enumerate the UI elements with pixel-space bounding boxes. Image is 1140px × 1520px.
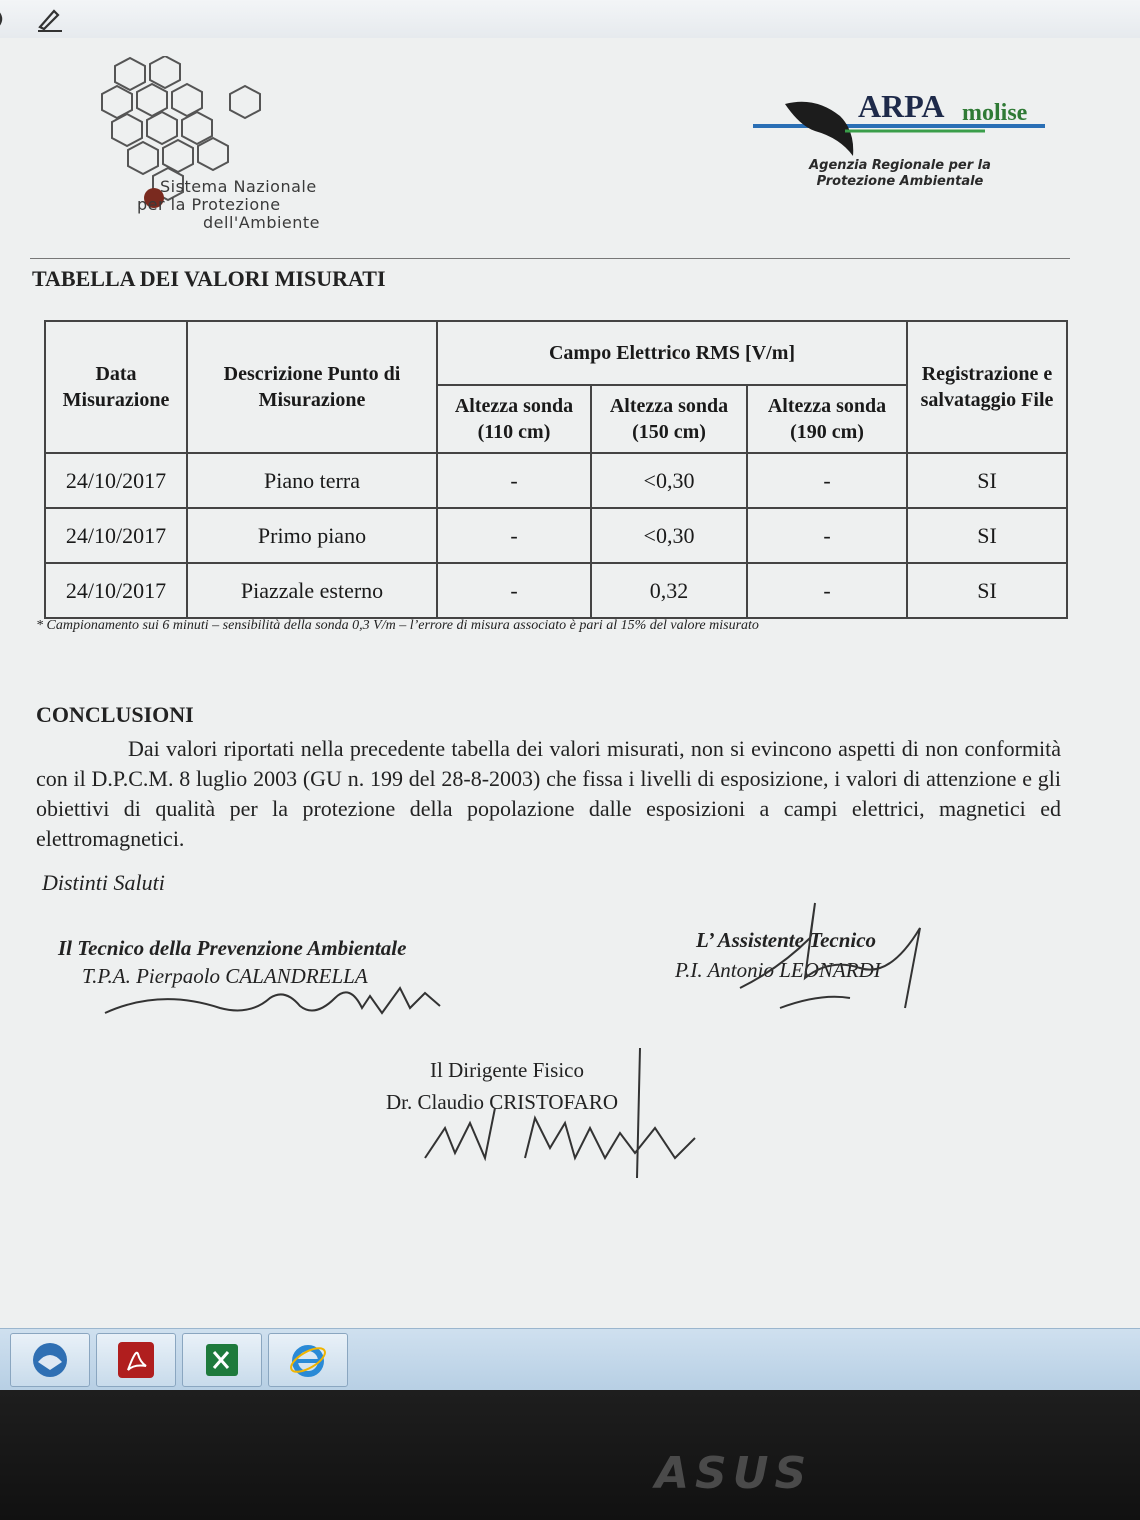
taskbar-internet-explorer[interactable] <box>268 1333 348 1387</box>
taskbar-excel[interactable] <box>182 1333 262 1387</box>
cell-h190: - <box>747 563 907 618</box>
table-row <box>45 563 1067 618</box>
header-field-group: Campo Elettrico RMS [V/m] <box>437 321 907 385</box>
excel-icon <box>202 1340 242 1380</box>
header-registration: Registrazione e salvataggio File <box>907 321 1067 453</box>
cell-h190: - <box>747 508 907 563</box>
taskbar-acrobat[interactable] <box>96 1333 176 1387</box>
left-signatory-name: T.P.A. Pierpaolo CALANDRELLA <box>82 964 368 988</box>
arpa-name: ARPA <box>858 88 945 124</box>
cell-h150: <0,30 <box>591 508 747 563</box>
greeting: Distinti Saluti <box>42 870 165 895</box>
center-signatory-role: Il Dirigente Fisico <box>430 1058 584 1082</box>
cell-date: 24/10/2017 <box>45 453 187 508</box>
table-row <box>45 453 1067 508</box>
conclusions-title: CONCLUSIONI <box>36 702 194 727</box>
viewer-toolbar <box>0 0 1140 39</box>
header-probe-190: Altezza sonda (190 cm) <box>747 385 907 453</box>
acrobat-icon <box>116 1340 156 1380</box>
taskbar-thunderbird[interactable] <box>10 1333 90 1387</box>
table-header-row <box>45 321 1067 385</box>
left-signature <box>100 968 470 1028</box>
snpa-line-1: Sistema Nazionale <box>160 177 317 196</box>
arpa-region: molise <box>962 100 1028 126</box>
header-probe-150: Altezza sonda (150 cm) <box>591 385 747 453</box>
taskbar <box>0 1328 1140 1391</box>
right-signature <box>720 898 940 1028</box>
center-signature <box>415 1038 715 1188</box>
center-signatory-name: Dr. Claudio CRISTOFARO <box>386 1090 619 1114</box>
cell-h190: - <box>747 453 907 508</box>
right-signatory-name: P.I. Antonio LEONARDI <box>675 958 881 982</box>
table-row <box>45 508 1067 563</box>
cell-description: Primo piano <box>187 508 437 563</box>
conclusions-text: Dai valori riportati nella precedente tabella dei valori misurati, non si evincono aspetti di non conformità con il D.P.C.M. 8 luglio 2003 (GU n. 199 del 28-8-2003) che fissa i livelli di esposizione, i valori di attenzione e gli obiettivi di qualità per la protezione della popolazione dalle esposizioni a campi elettrici, magnetici ed elettromagnetici. <box>36 736 1061 851</box>
cell-h110: - <box>437 453 591 508</box>
cell-date: 24/10/2017 <box>45 508 187 563</box>
pen-icon[interactable] <box>34 5 64 33</box>
monitor-bezel <box>0 1390 1140 1520</box>
right-signatory-role: L’ Assistente Tecnico <box>696 928 877 952</box>
header-date: Data Misurazione <box>45 321 187 453</box>
cell-date: 24/10/2017 <box>45 563 187 618</box>
cell-registration: SI <box>907 453 1067 508</box>
header-divider <box>30 258 1070 259</box>
internet-explorer-icon <box>288 1340 328 1380</box>
cell-h110: - <box>437 508 591 563</box>
table-title: TABELLA DEI VALORI MISURATI <box>32 266 386 291</box>
measurements-table <box>44 320 1068 619</box>
cell-description: Piano terra <box>187 453 437 508</box>
header-description: Descrizione Punto di Misurazione <box>187 321 437 453</box>
snpa-line-3: dell'Ambiente <box>203 213 321 232</box>
arpa-subtitle <box>770 158 1030 190</box>
thunderbird-icon <box>30 1340 70 1380</box>
header-probe-110: Altezza sonda (110 cm) <box>437 385 591 453</box>
arpa-sub-line-2: Protezione Ambientale <box>816 174 984 189</box>
cell-registration: SI <box>907 563 1067 618</box>
cell-description: Piazzale esterno <box>187 563 437 618</box>
cell-h150: <0,30 <box>591 453 747 508</box>
cell-h110: - <box>437 563 591 618</box>
arpa-sub-line-1: Agenzia Regionale per la <box>809 158 991 173</box>
cell-registration: SI <box>907 508 1067 563</box>
left-signatory-role: Il Tecnico della Prevenzione Ambientale <box>58 936 407 960</box>
cell-h150: 0,32 <box>591 563 747 618</box>
snpa-line-2: per la Protezione <box>137 195 281 214</box>
back-icon[interactable] <box>0 8 8 30</box>
table-footnote: * Campionamento sui 6 minuti – sensibilità della sonda 0,3 V/m – l’errore di misura associato è pari al 15% del valore misurato <box>36 618 759 633</box>
monitor-brand-logo: ASUS <box>655 1448 813 1499</box>
document-page <box>0 38 1140 1328</box>
